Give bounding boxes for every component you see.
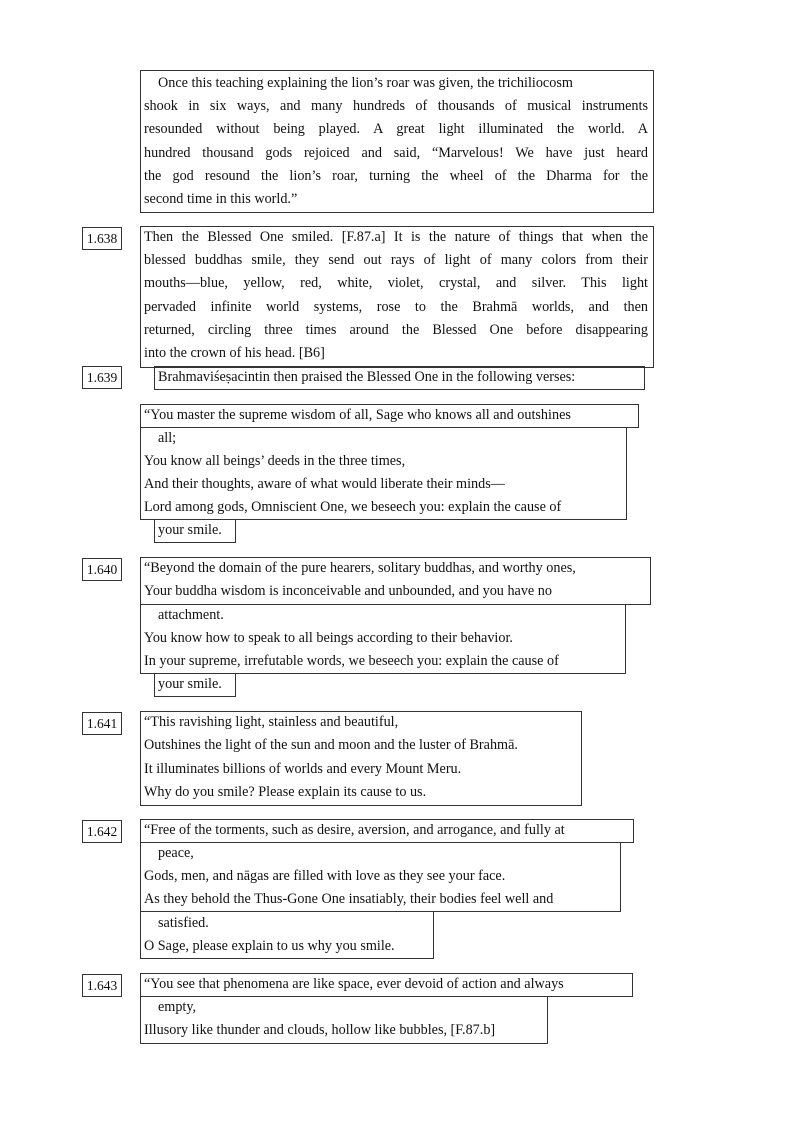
paragraph-line: Then the Blessed One smiled. [F.87.a] It is the nature of things that when the	[144, 229, 648, 245]
verse-line: all;	[158, 430, 177, 446]
paragraph-line: returned, circling three times around the Blessed One before disappearing	[144, 322, 648, 338]
section-number-1643: 1.643	[82, 974, 122, 997]
verse-line: You know all beings’ deeds in the three times,	[144, 453, 406, 469]
section-number-1638: 1.638	[82, 227, 122, 250]
verse-line: Outshines the light of the sun and moon and the luster of Brahmā.	[144, 737, 518, 753]
intro-line: shook in six ways, and many hundreds of thousands of musical instruments	[144, 98, 648, 114]
intro-line: Once this teaching explaining the lion’s roar was given, the trichiliocosm	[158, 75, 573, 91]
verse-line: Why do you smile? Please explain its cause to us.	[144, 784, 427, 800]
intro-line: hundred thousand gods rejoiced and said, “Marvelous! We have just heard	[144, 145, 648, 161]
verse-line: It illuminates billions of worlds and every Mount Meru.	[144, 761, 462, 777]
verse-line: As they behold the Thus-Gone One insatiably, their bodies feel well and	[144, 891, 554, 907]
section-number-1642: 1.642	[82, 820, 122, 843]
paragraph-line: mouths—blue, yellow, red, white, violet, crystal, and silver. This light	[144, 275, 648, 291]
verse-line: Illusory like thunder and clouds, hollow like bubbles, [F.87.b]	[144, 1022, 496, 1038]
verse-line: “You see that phenomena are like space, ever devoid of action and always	[144, 976, 564, 992]
verse-line: Gods, men, and nāgas are filled with love as they see your face.	[144, 868, 506, 884]
section-number-1639: 1.639	[82, 366, 122, 389]
paragraph-line: into the crown of his head. [B6]	[144, 345, 325, 361]
intro-line: second time in this world.”	[144, 191, 298, 207]
verse-line: “Free of the torments, such as desire, aversion, and arrogance, and fully at	[144, 822, 565, 838]
verse-line: satisfied.	[158, 915, 209, 931]
verse-line: “This ravishing light, stainless and beautiful,	[144, 714, 399, 730]
verse-line: And their thoughts, aware of what would liberate their minds—	[144, 476, 505, 492]
paragraph-line: pervaded infinite world systems, rose to the Brahmā worlds, and then	[144, 299, 648, 315]
verse-line: your smile.	[158, 522, 222, 538]
verse-line: peace,	[158, 845, 194, 861]
verse-line: O Sage, please explain to us why you smile.	[144, 938, 395, 954]
intro-line: the god resound the lion’s roar, turning the wheel of the Dharma for the	[144, 168, 648, 184]
paragraph-line: blessed buddhas smile, they send out rays of light of many colors from their	[144, 252, 648, 268]
verse-line: You know how to speak to all beings according to their behavior.	[144, 630, 513, 646]
verse-intro: Brahmaviśeṣacintin then praised the Blessed One in the following verses:	[158, 369, 576, 385]
verse-line: your smile.	[158, 676, 222, 692]
verse-line: attachment.	[158, 607, 224, 623]
intro-line: resounded without being played. A great light illuminated the world. A	[144, 121, 648, 137]
verse-line: Your buddha wisdom is inconceivable and unbounded, and you have no	[144, 583, 552, 599]
verse-line: “You master the supreme wisdom of all, Sage who knows all and outshines	[144, 407, 571, 423]
verse-line: “Beyond the domain of the pure hearers, solitary buddhas, and worthy ones,	[144, 560, 576, 576]
verse-line: empty,	[158, 999, 197, 1015]
verse-line: In your supreme, irrefutable words, we beseech you: explain the cause of	[144, 653, 559, 669]
verse-line: Lord among gods, Omniscient One, we beseech you: explain the cause of	[144, 499, 562, 515]
section-number-1640: 1.640	[82, 558, 122, 581]
section-number-1641: 1.641	[82, 712, 122, 735]
